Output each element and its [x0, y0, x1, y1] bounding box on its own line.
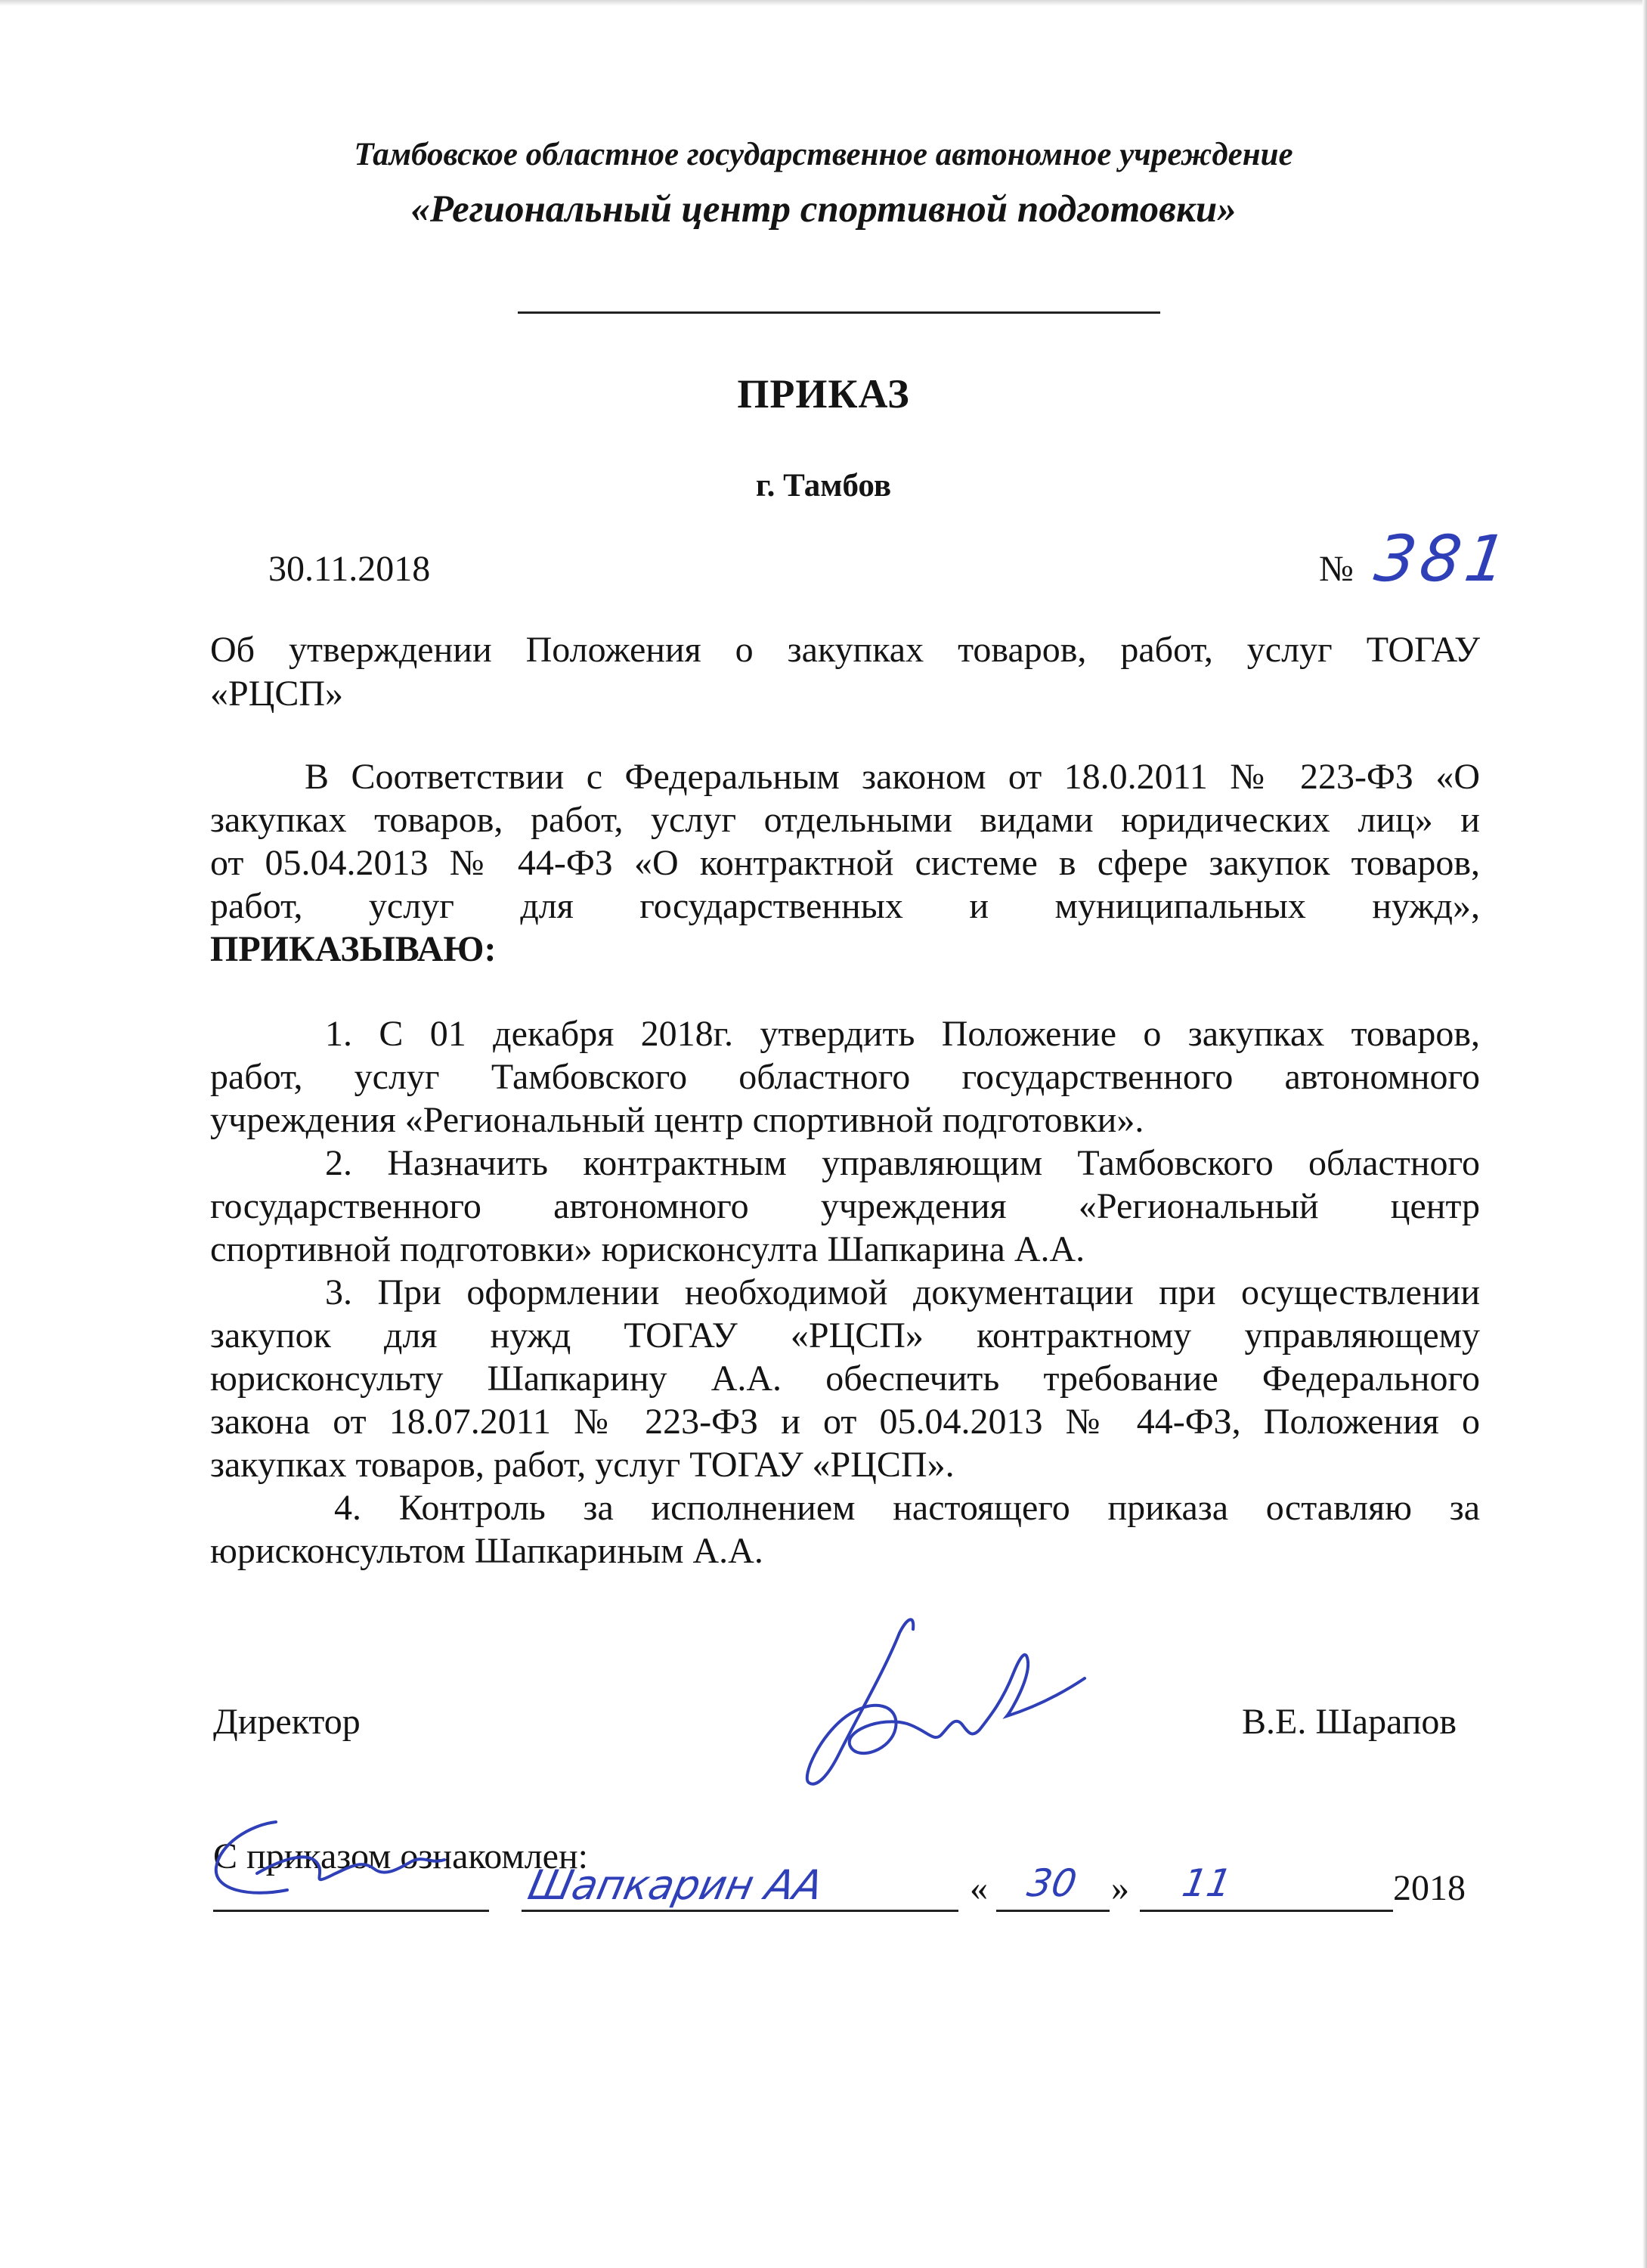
quote-close: »: [1111, 1868, 1129, 1908]
ack-name-handwritten: Шапкарин АА: [524, 1861, 828, 1909]
acknowledger-signature: [204, 1814, 491, 1905]
acknowledgement-label: С приказом ознакомлен:: [213, 1836, 589, 1876]
document-city: г. Тамбов: [755, 468, 892, 503]
preamble-line: от 05.04.2013 № 44-ФЗ «О контрактной системе в сфере закупок товаров,: [210, 843, 1480, 883]
ack-month-line: [1140, 1910, 1393, 1912]
subject-line: «РЦСП»: [210, 674, 344, 714]
ack-day-line: [996, 1910, 1110, 1912]
order-number-sign: №: [1319, 549, 1354, 589]
item-3-line: закупках товаров, работ, услуг ТОГАУ «РЦСП».: [210, 1445, 955, 1485]
document-title: ПРИКАЗ: [737, 371, 910, 417]
org-name-line1: Тамбовское областное государственное автономное учреждение: [354, 137, 1293, 172]
scan-edge: [1642, 0, 1647, 2268]
ack-year: 2018: [1393, 1868, 1466, 1908]
item-2-line: спортивной подготовки» юрисконсулта Шапкарина А.А.: [210, 1229, 1085, 1269]
ack-signature-line: [213, 1910, 489, 1912]
ack-day-handwritten: 30: [1023, 1861, 1080, 1905]
ack-month-handwritten: 11: [1178, 1861, 1235, 1905]
item-3-line: 3. При оформлении необходимой документации при осуществлении: [325, 1272, 1480, 1312]
subject-line: Об утверждении Положения о закупках товаров, работ, услуг ТОГАУ: [210, 630, 1480, 670]
item-4-line: юрисконсультом Шапкариным А.А.: [210, 1531, 763, 1571]
item-2-line: 2. Назначить контрактным управляющим Тамбовского областного: [325, 1143, 1480, 1183]
signer-name: В.Е. Шарапов: [1242, 1702, 1457, 1742]
order-command: ПРИКАЗЫВАЮ:: [210, 929, 497, 969]
item-1-line: работ, услуг Тамбовского областного государственного автономного: [210, 1057, 1480, 1097]
item-4-line: 4. Контроль за исполнением настоящего приказа оставляю за: [334, 1488, 1480, 1528]
director-signature: [786, 1603, 1088, 1814]
item-3-line: закупок для нужд ТОГАУ «РЦСП» контрактному управляющему: [210, 1315, 1480, 1356]
preamble-line: работ, услуг для государственных и муниципальных нужд»,: [210, 886, 1480, 926]
item-2-line: государственного автономного учреждения «Региональный центр: [210, 1186, 1480, 1226]
item-1-line: учреждения «Региональный центр спортивной подготовки».: [210, 1100, 1144, 1140]
order-date: 30.11.2018: [268, 549, 431, 589]
preamble-line: закупках товаров, работ, услуг отдельными видами юридических лиц» и: [210, 800, 1480, 840]
item-3-line: закона от 18.07.2011 № 223-ФЗ и от 05.04.2013 № 44-ФЗ, Положения о: [210, 1402, 1480, 1442]
item-3-line: юрисконсульту Шапкарину А.А. обеспечить требование Федерального: [210, 1359, 1480, 1399]
scan-edge: [0, 0, 1647, 6]
quote-open: «: [970, 1868, 988, 1908]
header-divider: [518, 311, 1160, 314]
item-1-line: 1. С 01 декабря 2018г. утвердить Положение о закупках товаров,: [325, 1014, 1480, 1054]
order-number-handwritten: 381: [1370, 522, 1516, 596]
org-name-line2: «Региональный центр спортивной подготовки»: [410, 188, 1237, 231]
ack-name-line: [522, 1910, 958, 1912]
signer-position: Директор: [213, 1702, 361, 1742]
preamble-line: В Соответствии с Федеральным законом от 18.0.2011 № 223-ФЗ «О: [305, 757, 1480, 797]
